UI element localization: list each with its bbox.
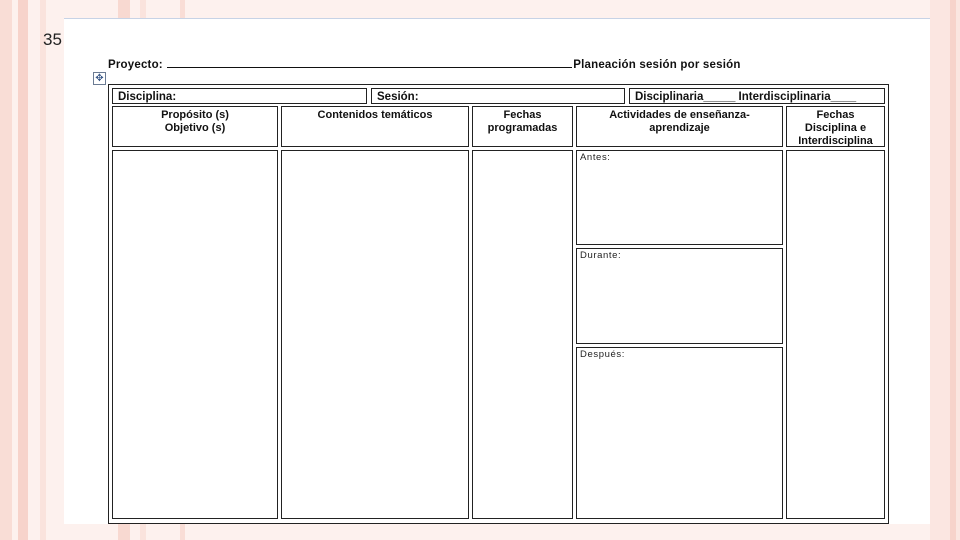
contents-cell[interactable] bbox=[281, 150, 469, 519]
activity-before-cell[interactable]: Antes: bbox=[576, 150, 783, 245]
discipline-field[interactable]: Disciplina: bbox=[112, 88, 367, 104]
session-field[interactable]: Sesión: bbox=[371, 88, 625, 104]
table-move-handle-icon[interactable]: ✥ bbox=[93, 72, 106, 85]
column-header-contents: Contenidos temáticos bbox=[281, 106, 469, 147]
background-stripe bbox=[18, 0, 28, 540]
activity-during-cell[interactable]: Durante: bbox=[576, 248, 783, 344]
scheduled-dates-cell[interactable] bbox=[472, 150, 573, 519]
purpose-cell[interactable] bbox=[112, 150, 278, 519]
column-header-activities: Actividades de enseñanza- aprendizaje bbox=[576, 106, 783, 147]
project-label: Proyecto: bbox=[108, 59, 163, 71]
background-stripe bbox=[0, 0, 12, 540]
discipline-mode-field[interactable]: Disciplinaria_____ Interdisciplinaria____ bbox=[629, 88, 885, 104]
column-header-purpose: Propósito (s) Objetivo (s) bbox=[112, 106, 278, 147]
discipline-dates-cell[interactable] bbox=[786, 150, 885, 519]
background-stripe bbox=[950, 0, 956, 540]
background-stripe bbox=[40, 0, 46, 540]
activity-after-cell[interactable]: Después: bbox=[576, 347, 783, 519]
form-header bbox=[108, 58, 741, 71]
column-header-discipline-dates: Fechas Disciplina e Interdisciplina bbox=[786, 106, 885, 147]
project-blank-line[interactable] bbox=[167, 58, 572, 68]
column-header-scheduled-dates: Fechas programadas bbox=[472, 106, 573, 147]
slide-number: 35 bbox=[43, 30, 62, 49]
form-title: Planeación sesión por sesión bbox=[573, 59, 741, 71]
